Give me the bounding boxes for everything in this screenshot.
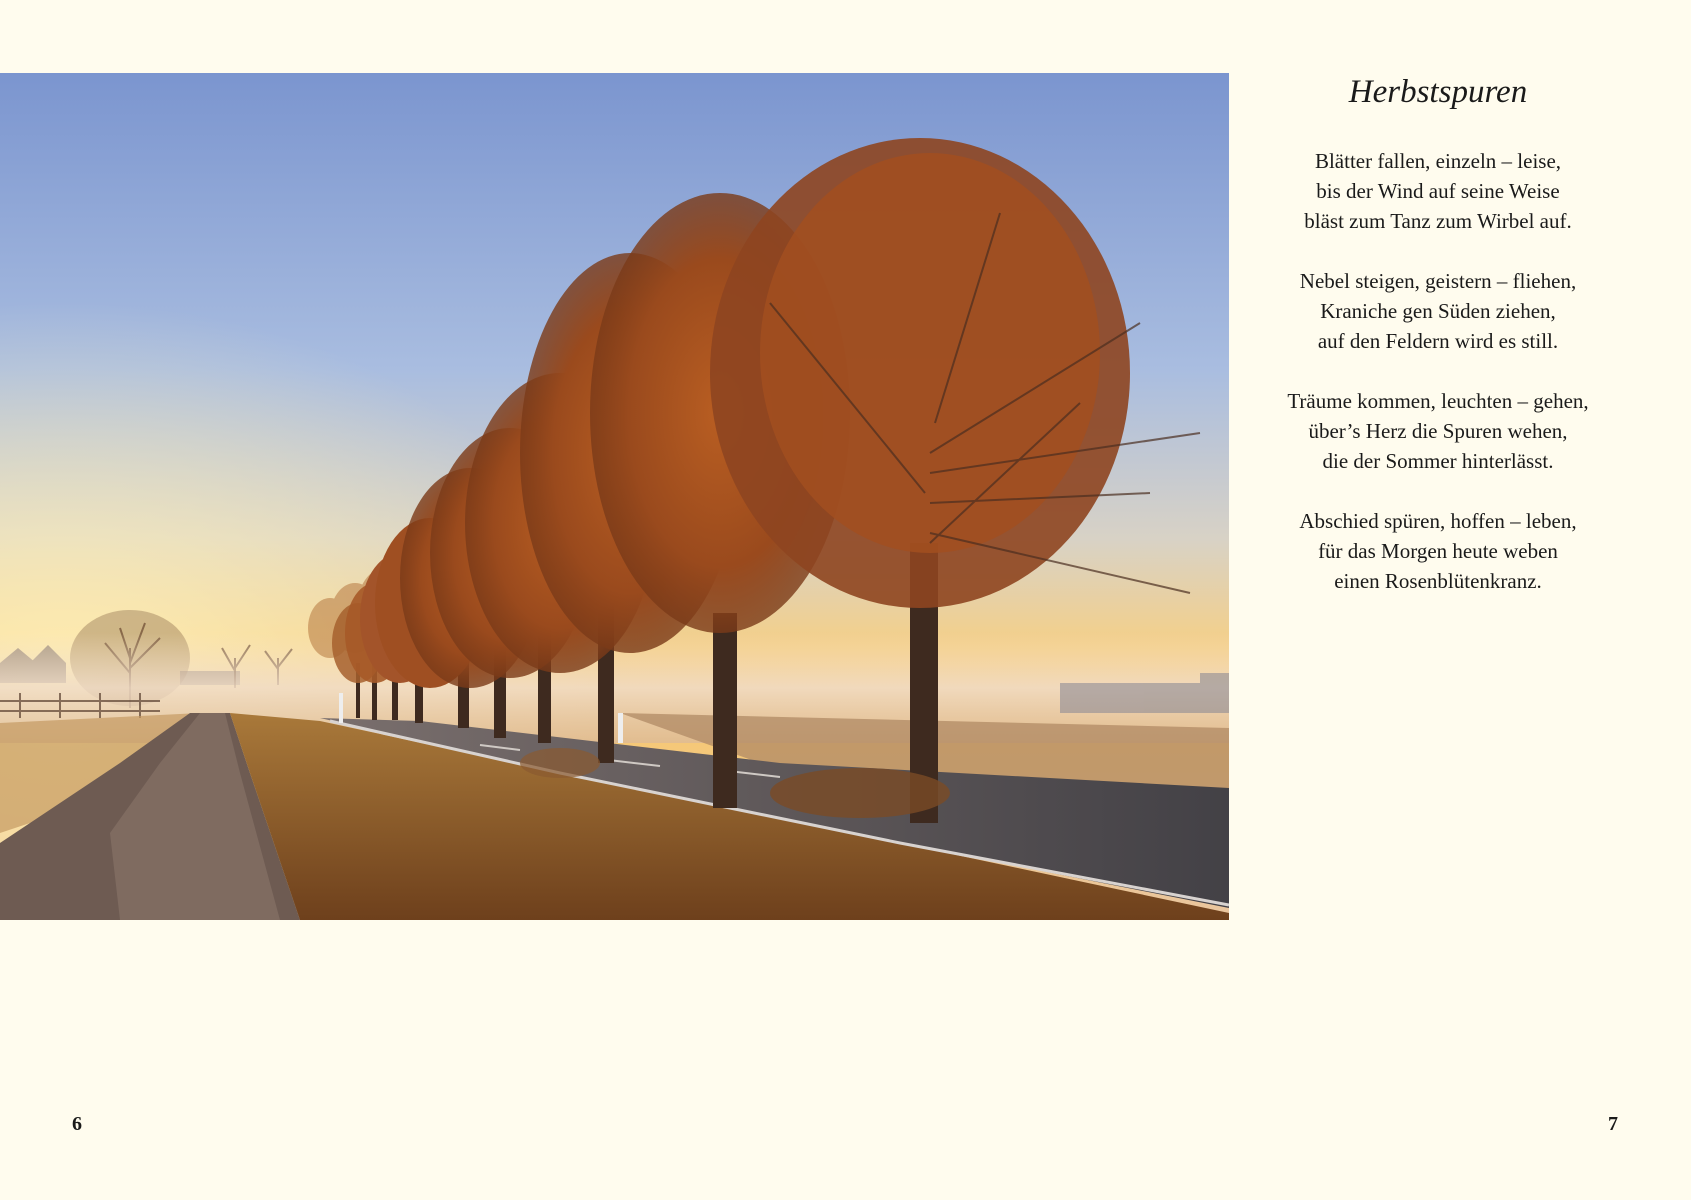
poem-line: Blätter fallen, einzeln – leise, <box>1314 149 1562 173</box>
poem-line: einen Rosenblütenkranz. <box>1334 569 1542 593</box>
poem <box>1252 70 1624 626</box>
stanza <box>1252 146 1624 236</box>
page-number-right: 7 <box>1608 1113 1618 1135</box>
poem-line: bläst zum Tanz zum Wirbel auf. <box>1304 209 1572 233</box>
poem-line: über’s Herz die Spuren wehen, <box>1308 419 1568 443</box>
poem-line: auf den Feldern wird es still. <box>1317 329 1559 353</box>
poem-line: für das Morgen heute weben <box>1318 539 1558 563</box>
stanza <box>1252 506 1624 596</box>
autumn-tree-avenue-photo <box>0 73 1229 920</box>
page-number-left: 6 <box>72 1113 82 1135</box>
poem-line: Kraniche gen Süden ziehen, <box>1320 299 1556 323</box>
stanza <box>1252 266 1624 356</box>
poem-line: die der Sommer hinterlässt. <box>1322 449 1554 473</box>
poem-line: Träume kommen, leuchten – gehen, <box>1287 389 1589 413</box>
poem-line: Nebel steigen, geistern – fliehen, <box>1299 269 1577 293</box>
stanza <box>1252 386 1624 476</box>
poem-line: Abschied spüren, hoffen – leben, <box>1299 509 1577 533</box>
poem-line: bis der Wind auf seine Weise <box>1316 179 1560 203</box>
poem-title: Herbstspuren <box>1348 74 1528 110</box>
